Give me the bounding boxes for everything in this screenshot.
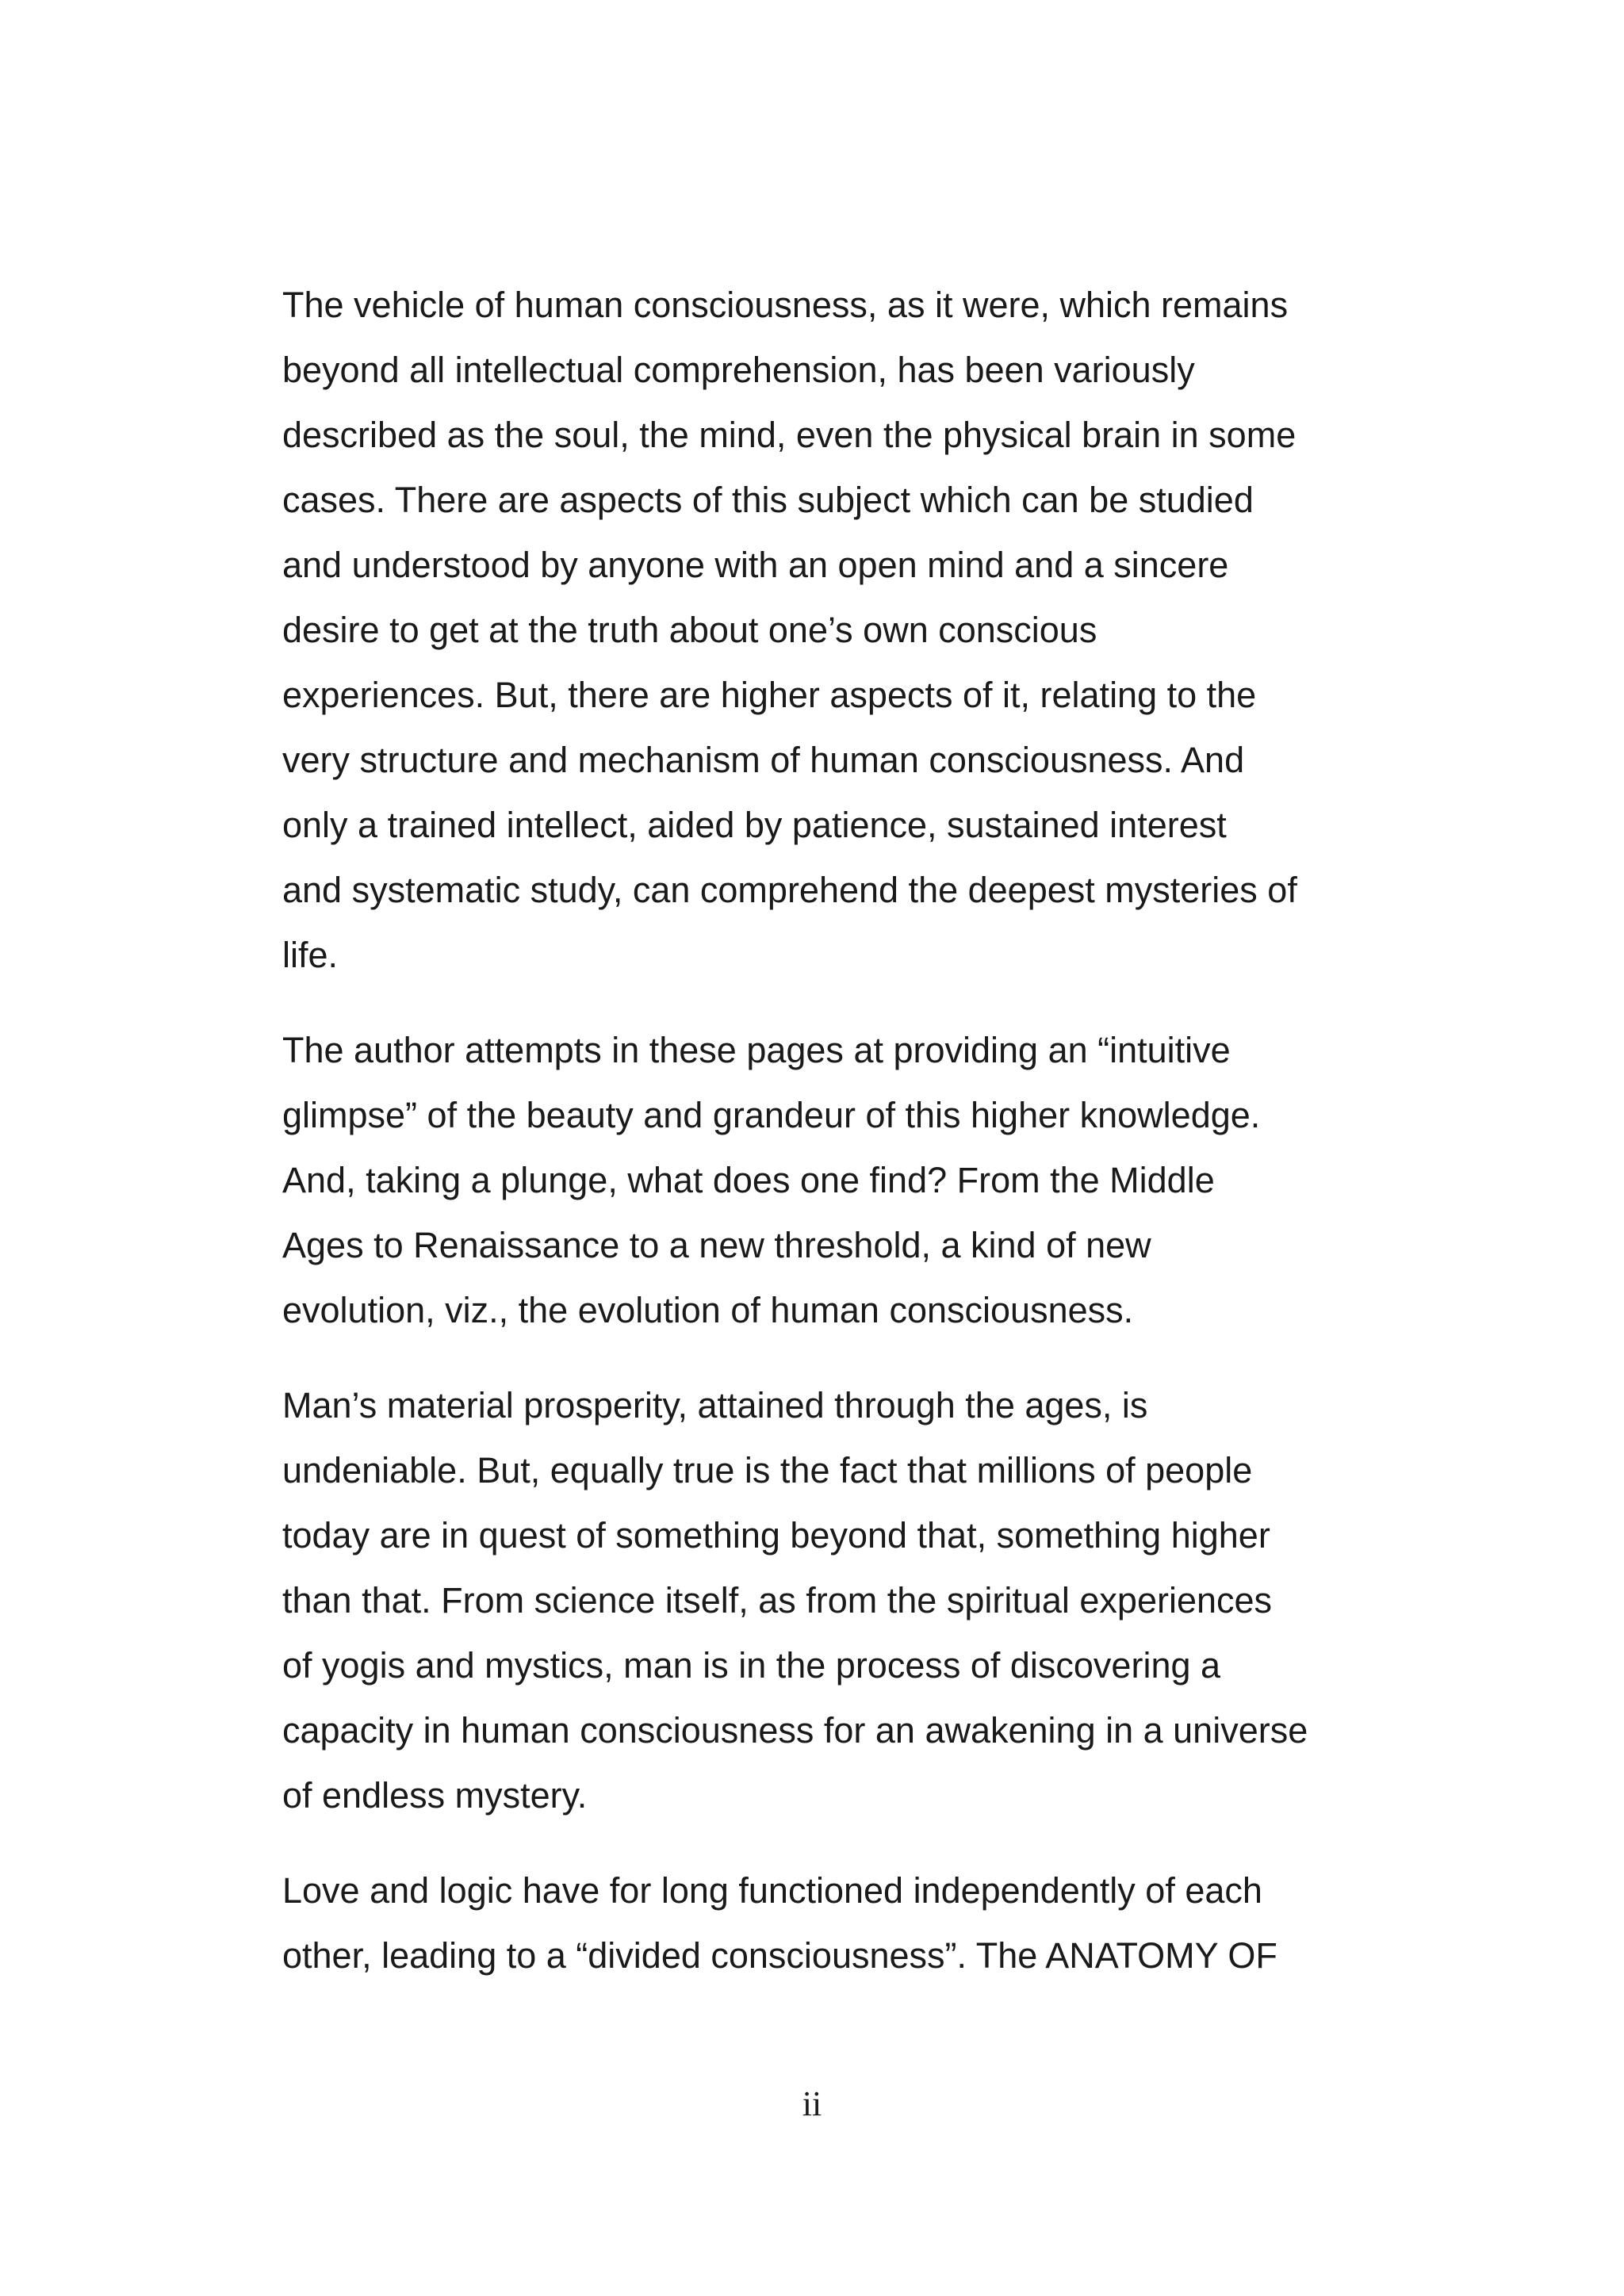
text-line: desire to get at the truth about one’s own conscious xyxy=(282,610,1097,650)
body-text xyxy=(282,273,1377,1988)
text-line: The author attempts in these pages at providing an “intuitive xyxy=(282,1030,1231,1070)
text-line: Ages to Renaissance to a new threshold, a kind of new xyxy=(282,1225,1151,1265)
text-line: The vehicle of human consciousness, as it were, which remains xyxy=(282,285,1289,325)
text-line: Love and logic have for long functioned independently of each xyxy=(282,1870,1262,1911)
text-line: and systematic study, can comprehend the deepest mysteries of xyxy=(282,870,1297,910)
text-line: and understood by anyone with an open mind and a sincere xyxy=(282,545,1229,585)
text-line: today are in quest of something beyond that, something higher xyxy=(282,1515,1270,1556)
text-line: than that. From science itself, as from the spiritual experiences xyxy=(282,1580,1273,1621)
text-line: undeniable. But, equally true is the fact that millions of people xyxy=(282,1450,1253,1490)
page-number: ii xyxy=(802,2084,822,2123)
text-line: cases. There are aspects of this subject which can be studied xyxy=(282,480,1254,520)
text-line: only a trained intellect, aided by patience, sustained interest xyxy=(282,805,1227,845)
text-line: life. xyxy=(282,935,339,975)
text-line: glimpse” of the beauty and grandeur of this higher knowledge. xyxy=(282,1095,1261,1135)
text-line: of endless mystery. xyxy=(282,1775,588,1816)
text-line: capacity in human consciousness for an awakening in a universe xyxy=(282,1710,1308,1751)
paragraph-3 xyxy=(282,1373,1377,1828)
paragraph-4 xyxy=(282,1858,1377,1988)
text-line: very structure and mechanism of human consciousness. And xyxy=(282,740,1245,780)
text-line: experiences. But, there are higher aspects of it, relating to the xyxy=(282,675,1257,715)
text-line: evolution, viz., the evolution of human consciousness. xyxy=(282,1290,1134,1330)
text-line: beyond all intellectual comprehension, has been variously xyxy=(282,350,1195,390)
text-line: other, leading to a “divided consciousness”. The ANATOMY OF xyxy=(282,1935,1277,1976)
text-line: of yogis and mystics, man is in the process of discovering a xyxy=(282,1645,1221,1686)
paragraph-1 xyxy=(282,273,1377,988)
paragraph-2 xyxy=(282,1018,1377,1343)
text-line: Man’s material prosperity, attained through the ages, is xyxy=(282,1385,1148,1425)
text-line: And, taking a plunge, what does one find? From the Middle xyxy=(282,1160,1215,1200)
text-line: described as the soul, the mind, even the physical brain in some xyxy=(282,415,1297,455)
